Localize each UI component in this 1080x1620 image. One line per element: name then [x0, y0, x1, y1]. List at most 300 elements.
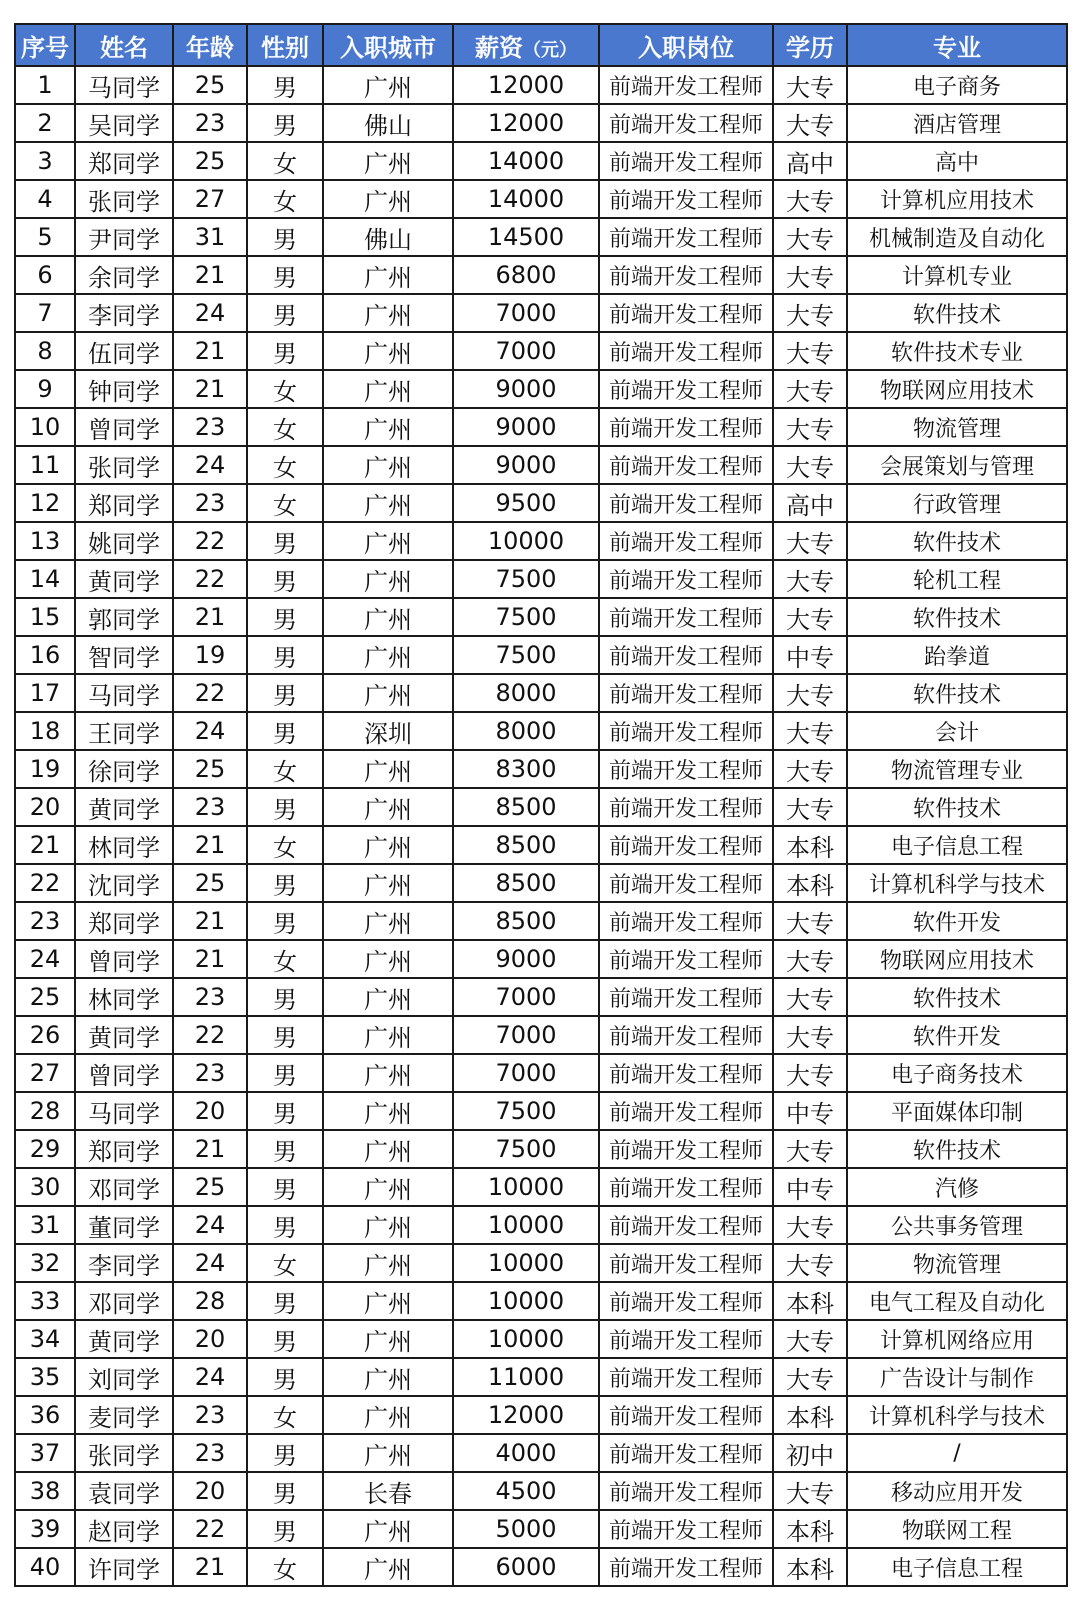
cell-salary: 7000 — [453, 332, 599, 370]
table-row — [15, 256, 1067, 294]
cell-index: 11 — [15, 446, 75, 484]
cell-major: 高中 — [847, 142, 1067, 180]
cell-index: 27 — [15, 1054, 75, 1092]
cell-city: 广州 — [323, 408, 453, 446]
cell-salary: 10000 — [453, 1168, 599, 1206]
cell-gender: 男 — [247, 522, 323, 560]
cell-position: 前端开发工程师 — [599, 446, 773, 484]
cell-name: 曾同学 — [75, 408, 173, 446]
cell-city: 广州 — [323, 294, 453, 332]
cell-position: 前端开发工程师 — [599, 674, 773, 712]
cell-salary: 7500 — [453, 636, 599, 674]
cell-index: 13 — [15, 522, 75, 560]
table-row — [15, 560, 1067, 598]
table-row — [15, 1358, 1067, 1396]
cell-city: 广州 — [323, 522, 453, 560]
cell-name: 徐同学 — [75, 750, 173, 788]
cell-age: 24 — [173, 1358, 247, 1396]
cell-city: 广州 — [323, 1244, 453, 1282]
cell-major: 软件开发 — [847, 1016, 1067, 1054]
cell-salary: 10000 — [453, 1320, 599, 1358]
cell-city: 长春 — [323, 1472, 453, 1510]
cell-position: 前端开发工程师 — [599, 598, 773, 636]
cell-age: 22 — [173, 560, 247, 598]
cell-city: 广州 — [323, 1396, 453, 1434]
cell-index: 7 — [15, 294, 75, 332]
cell-gender: 男 — [247, 218, 323, 256]
cell-education: 中专 — [773, 1092, 847, 1130]
cell-salary: 10000 — [453, 1206, 599, 1244]
cell-index: 8 — [15, 332, 75, 370]
cell-name: 董同学 — [75, 1206, 173, 1244]
cell-position: 前端开发工程师 — [599, 484, 773, 522]
cell-salary: 7000 — [453, 1054, 599, 1092]
cell-age: 24 — [173, 1206, 247, 1244]
cell-gender: 男 — [247, 1016, 323, 1054]
cell-salary: 14500 — [453, 218, 599, 256]
cell-major: 软件技术 — [847, 1130, 1067, 1168]
cell-gender: 男 — [247, 712, 323, 750]
cell-education: 大专 — [773, 1206, 847, 1244]
cell-age: 24 — [173, 712, 247, 750]
header-name: 姓名 — [75, 24, 173, 66]
cell-position: 前端开发工程师 — [599, 864, 773, 902]
table-row — [15, 1282, 1067, 1320]
table-row — [15, 788, 1067, 826]
cell-city: 广州 — [323, 560, 453, 598]
table-row — [15, 826, 1067, 864]
cell-age: 21 — [173, 902, 247, 940]
cell-city: 佛山 — [323, 218, 453, 256]
cell-salary: 14000 — [453, 142, 599, 180]
cell-position: 前端开发工程师 — [599, 66, 773, 104]
cell-gender: 女 — [247, 1396, 323, 1434]
cell-salary: 9000 — [453, 408, 599, 446]
cell-index: 30 — [15, 1168, 75, 1206]
cell-salary: 8300 — [453, 750, 599, 788]
cell-major: 电气工程及自动化 — [847, 1282, 1067, 1320]
cell-major: 机械制造及自动化 — [847, 218, 1067, 256]
cell-salary: 9500 — [453, 484, 599, 522]
table-row — [15, 1168, 1067, 1206]
cell-education: 大专 — [773, 256, 847, 294]
cell-position: 前端开发工程师 — [599, 826, 773, 864]
table-row — [15, 218, 1067, 256]
cell-major: 计算机应用技术 — [847, 180, 1067, 218]
cell-city: 广州 — [323, 180, 453, 218]
cell-salary: 7000 — [453, 1016, 599, 1054]
cell-name: 黄同学 — [75, 1016, 173, 1054]
cell-index: 37 — [15, 1434, 75, 1472]
table-row — [15, 484, 1067, 522]
cell-position: 前端开发工程师 — [599, 1282, 773, 1320]
table-row — [15, 636, 1067, 674]
cell-education: 大专 — [773, 1130, 847, 1168]
cell-position: 前端开发工程师 — [599, 1320, 773, 1358]
cell-name: 黄同学 — [75, 560, 173, 598]
cell-name: 张同学 — [75, 1434, 173, 1472]
table-row — [15, 1396, 1067, 1434]
header-city: 入职城市 — [323, 24, 453, 66]
cell-education: 大专 — [773, 218, 847, 256]
cell-education: 大专 — [773, 408, 847, 446]
cell-city: 广州 — [323, 978, 453, 1016]
cell-salary: 8000 — [453, 674, 599, 712]
cell-salary: 12000 — [453, 66, 599, 104]
cell-position: 前端开发工程师 — [599, 902, 773, 940]
cell-age: 31 — [173, 218, 247, 256]
cell-city: 广州 — [323, 1548, 453, 1586]
cell-position: 前端开发工程师 — [599, 1244, 773, 1282]
cell-age: 23 — [173, 484, 247, 522]
cell-index: 21 — [15, 826, 75, 864]
cell-major: 电子商务 — [847, 66, 1067, 104]
table-row — [15, 446, 1067, 484]
cell-age: 22 — [173, 1016, 247, 1054]
cell-salary: 7000 — [453, 294, 599, 332]
cell-city: 广州 — [323, 1320, 453, 1358]
cell-city: 广州 — [323, 1016, 453, 1054]
table-row — [15, 1244, 1067, 1282]
header-major: 专业 — [847, 24, 1067, 66]
cell-gender: 女 — [247, 826, 323, 864]
cell-education: 本科 — [773, 1548, 847, 1586]
cell-city: 广州 — [323, 788, 453, 826]
cell-index: 3 — [15, 142, 75, 180]
cell-name: 林同学 — [75, 978, 173, 1016]
cell-education: 大专 — [773, 750, 847, 788]
cell-age: 22 — [173, 1510, 247, 1548]
cell-salary: 8500 — [453, 902, 599, 940]
cell-city: 广州 — [323, 940, 453, 978]
cell-name: 张同学 — [75, 180, 173, 218]
cell-gender: 男 — [247, 902, 323, 940]
cell-education: 大专 — [773, 1320, 847, 1358]
cell-major: 物联网工程 — [847, 1510, 1067, 1548]
table-row — [15, 1130, 1067, 1168]
cell-major: 物流管理 — [847, 1244, 1067, 1282]
cell-position: 前端开发工程师 — [599, 788, 773, 826]
cell-education: 大专 — [773, 598, 847, 636]
cell-salary: 8000 — [453, 712, 599, 750]
cell-salary: 8500 — [453, 826, 599, 864]
cell-position: 前端开发工程师 — [599, 560, 773, 598]
cell-age: 25 — [173, 142, 247, 180]
cell-age: 28 — [173, 1282, 247, 1320]
cell-education: 中专 — [773, 636, 847, 674]
cell-gender: 男 — [247, 864, 323, 902]
table-row — [15, 750, 1067, 788]
cell-city: 广州 — [323, 1510, 453, 1548]
cell-education: 大专 — [773, 522, 847, 560]
cell-position: 前端开发工程师 — [599, 1054, 773, 1092]
cell-education: 本科 — [773, 864, 847, 902]
header-position: 入职岗位 — [599, 24, 773, 66]
cell-education: 高中 — [773, 484, 847, 522]
cell-age: 21 — [173, 332, 247, 370]
cell-age: 23 — [173, 978, 247, 1016]
cell-major: 平面媒体印制 — [847, 1092, 1067, 1130]
cell-gender: 男 — [247, 1054, 323, 1092]
cell-position: 前端开发工程师 — [599, 1016, 773, 1054]
cell-education: 中专 — [773, 1168, 847, 1206]
cell-name: 许同学 — [75, 1548, 173, 1586]
cell-city: 广州 — [323, 1092, 453, 1130]
cell-position: 前端开发工程师 — [599, 408, 773, 446]
cell-city: 广州 — [323, 66, 453, 104]
cell-name: 李同学 — [75, 1244, 173, 1282]
header-salary-unit: （元） — [523, 39, 577, 61]
table-row — [15, 1054, 1067, 1092]
table-row — [15, 66, 1067, 104]
cell-age: 20 — [173, 1472, 247, 1510]
cell-city: 广州 — [323, 1434, 453, 1472]
table-row — [15, 1548, 1067, 1586]
cell-position: 前端开发工程师 — [599, 712, 773, 750]
header-gender: 性别 — [247, 24, 323, 66]
cell-position: 前端开发工程师 — [599, 370, 773, 408]
cell-position: 前端开发工程师 — [599, 1092, 773, 1130]
cell-name: 尹同学 — [75, 218, 173, 256]
cell-gender: 男 — [247, 1282, 323, 1320]
cell-position: 前端开发工程师 — [599, 750, 773, 788]
cell-salary: 9000 — [453, 940, 599, 978]
cell-index: 29 — [15, 1130, 75, 1168]
cell-index: 12 — [15, 484, 75, 522]
cell-position: 前端开发工程师 — [599, 218, 773, 256]
cell-gender: 男 — [247, 560, 323, 598]
cell-index: 38 — [15, 1472, 75, 1510]
cell-salary: 11000 — [453, 1358, 599, 1396]
cell-name: 吴同学 — [75, 104, 173, 142]
cell-major: 软件技术 — [847, 598, 1067, 636]
cell-age: 23 — [173, 1434, 247, 1472]
cell-position: 前端开发工程师 — [599, 180, 773, 218]
cell-education: 大专 — [773, 902, 847, 940]
cell-index: 18 — [15, 712, 75, 750]
table-row — [15, 940, 1067, 978]
cell-age: 23 — [173, 408, 247, 446]
cell-age: 27 — [173, 180, 247, 218]
header-salary — [453, 24, 599, 66]
cell-index: 6 — [15, 256, 75, 294]
table-row — [15, 978, 1067, 1016]
cell-education: 本科 — [773, 826, 847, 864]
cell-city: 深圳 — [323, 712, 453, 750]
cell-index: 14 — [15, 560, 75, 598]
cell-age: 24 — [173, 294, 247, 332]
cell-age: 23 — [173, 788, 247, 826]
cell-education: 本科 — [773, 1396, 847, 1434]
cell-salary: 14000 — [453, 180, 599, 218]
cell-name: 郑同学 — [75, 484, 173, 522]
cell-index: 33 — [15, 1282, 75, 1320]
cell-name: 姚同学 — [75, 522, 173, 560]
cell-major: 软件技术专业 — [847, 332, 1067, 370]
cell-name: 郑同学 — [75, 902, 173, 940]
cell-position: 前端开发工程师 — [599, 1396, 773, 1434]
cell-salary: 7500 — [453, 1092, 599, 1130]
cell-education: 大专 — [773, 66, 847, 104]
cell-salary: 8500 — [453, 788, 599, 826]
cell-major: 会展策划与管理 — [847, 446, 1067, 484]
cell-gender: 男 — [247, 636, 323, 674]
cell-age: 23 — [173, 104, 247, 142]
cell-major: 跆拳道 — [847, 636, 1067, 674]
cell-position: 前端开发工程师 — [599, 256, 773, 294]
cell-city: 广州 — [323, 370, 453, 408]
cell-age: 24 — [173, 446, 247, 484]
cell-education: 大专 — [773, 940, 847, 978]
cell-index: 22 — [15, 864, 75, 902]
cell-gender: 女 — [247, 940, 323, 978]
cell-salary: 7500 — [453, 560, 599, 598]
cell-major: 行政管理 — [847, 484, 1067, 522]
cell-age: 21 — [173, 1548, 247, 1586]
cell-city: 广州 — [323, 750, 453, 788]
cell-major: 软件技术 — [847, 978, 1067, 1016]
cell-index: 40 — [15, 1548, 75, 1586]
cell-education: 大专 — [773, 1472, 847, 1510]
cell-major: 电子商务技术 — [847, 1054, 1067, 1092]
cell-position: 前端开发工程师 — [599, 104, 773, 142]
cell-city: 广州 — [323, 1282, 453, 1320]
cell-position: 前端开发工程师 — [599, 1434, 773, 1472]
cell-position: 前端开发工程师 — [599, 1358, 773, 1396]
cell-major: 公共事务管理 — [847, 1206, 1067, 1244]
cell-education: 大专 — [773, 1054, 847, 1092]
cell-name: 林同学 — [75, 826, 173, 864]
table-row — [15, 1016, 1067, 1054]
header-salary-label: 薪资 — [475, 33, 523, 62]
table-row — [15, 332, 1067, 370]
cell-education: 本科 — [773, 1510, 847, 1548]
cell-age: 25 — [173, 1168, 247, 1206]
cell-position: 前端开发工程师 — [599, 978, 773, 1016]
cell-index: 2 — [15, 104, 75, 142]
cell-name: 余同学 — [75, 256, 173, 294]
cell-name: 邓同学 — [75, 1282, 173, 1320]
cell-education: 大专 — [773, 180, 847, 218]
cell-name: 智同学 — [75, 636, 173, 674]
cell-gender: 男 — [247, 294, 323, 332]
cell-index: 31 — [15, 1206, 75, 1244]
cell-gender: 男 — [247, 104, 323, 142]
cell-salary: 7500 — [453, 598, 599, 636]
cell-education: 大专 — [773, 1358, 847, 1396]
table-row — [15, 1206, 1067, 1244]
cell-city: 广州 — [323, 142, 453, 180]
cell-name: 黄同学 — [75, 788, 173, 826]
cell-gender: 女 — [247, 750, 323, 788]
cell-city: 广州 — [323, 598, 453, 636]
cell-name: 伍同学 — [75, 332, 173, 370]
cell-salary: 12000 — [453, 104, 599, 142]
cell-name: 麦同学 — [75, 1396, 173, 1434]
cell-salary: 10000 — [453, 1282, 599, 1320]
cell-age: 21 — [173, 826, 247, 864]
cell-age: 22 — [173, 674, 247, 712]
cell-name: 邓同学 — [75, 1168, 173, 1206]
table-row — [15, 674, 1067, 712]
header-index: 序号 — [15, 24, 75, 66]
table-row — [15, 104, 1067, 142]
cell-gender: 男 — [247, 978, 323, 1016]
cell-name: 曾同学 — [75, 940, 173, 978]
cell-index: 19 — [15, 750, 75, 788]
cell-salary: 9000 — [453, 370, 599, 408]
cell-gender: 男 — [247, 788, 323, 826]
cell-gender: 女 — [247, 180, 323, 218]
cell-education: 大专 — [773, 1244, 847, 1282]
cell-major: 广告设计与制作 — [847, 1358, 1067, 1396]
table-row — [15, 902, 1067, 940]
cell-age: 22 — [173, 522, 247, 560]
cell-index: 5 — [15, 218, 75, 256]
cell-major: 计算机专业 — [847, 256, 1067, 294]
cell-name: 马同学 — [75, 674, 173, 712]
cell-education: 高中 — [773, 142, 847, 180]
cell-position: 前端开发工程师 — [599, 1130, 773, 1168]
cell-gender: 男 — [247, 1434, 323, 1472]
cell-city: 广州 — [323, 826, 453, 864]
cell-city: 广州 — [323, 674, 453, 712]
table-row — [15, 294, 1067, 332]
cell-name: 曾同学 — [75, 1054, 173, 1092]
cell-major: 汽修 — [847, 1168, 1067, 1206]
cell-name: 黄同学 — [75, 1320, 173, 1358]
table-row — [15, 408, 1067, 446]
cell-index: 23 — [15, 902, 75, 940]
cell-gender: 女 — [247, 1548, 323, 1586]
cell-city: 广州 — [323, 446, 453, 484]
cell-position: 前端开发工程师 — [599, 1168, 773, 1206]
cell-index: 28 — [15, 1092, 75, 1130]
cell-major: 计算机网络应用 — [847, 1320, 1067, 1358]
cell-education: 大专 — [773, 712, 847, 750]
cell-salary: 10000 — [453, 522, 599, 560]
cell-age: 20 — [173, 1092, 247, 1130]
cell-age: 21 — [173, 256, 247, 294]
cell-salary: 9000 — [453, 446, 599, 484]
cell-major: / — [847, 1434, 1067, 1472]
cell-name: 郑同学 — [75, 1130, 173, 1168]
cell-name: 郑同学 — [75, 142, 173, 180]
cell-position: 前端开发工程师 — [599, 332, 773, 370]
cell-city: 广州 — [323, 1168, 453, 1206]
cell-city: 广州 — [323, 864, 453, 902]
cell-major: 计算机科学与技术 — [847, 864, 1067, 902]
cell-index: 35 — [15, 1358, 75, 1396]
cell-education: 大专 — [773, 104, 847, 142]
cell-education: 大专 — [773, 294, 847, 332]
cell-age: 25 — [173, 66, 247, 104]
cell-major: 软件技术 — [847, 522, 1067, 560]
table-row — [15, 1472, 1067, 1510]
cell-education: 大专 — [773, 788, 847, 826]
cell-education: 大专 — [773, 560, 847, 598]
employment-table — [14, 23, 1068, 1587]
cell-major: 物流管理 — [847, 408, 1067, 446]
cell-salary: 8500 — [453, 864, 599, 902]
cell-name: 王同学 — [75, 712, 173, 750]
cell-name: 袁同学 — [75, 1472, 173, 1510]
cell-position: 前端开发工程师 — [599, 294, 773, 332]
cell-gender: 女 — [247, 370, 323, 408]
cell-index: 20 — [15, 788, 75, 826]
cell-age: 21 — [173, 370, 247, 408]
cell-name: 沈同学 — [75, 864, 173, 902]
